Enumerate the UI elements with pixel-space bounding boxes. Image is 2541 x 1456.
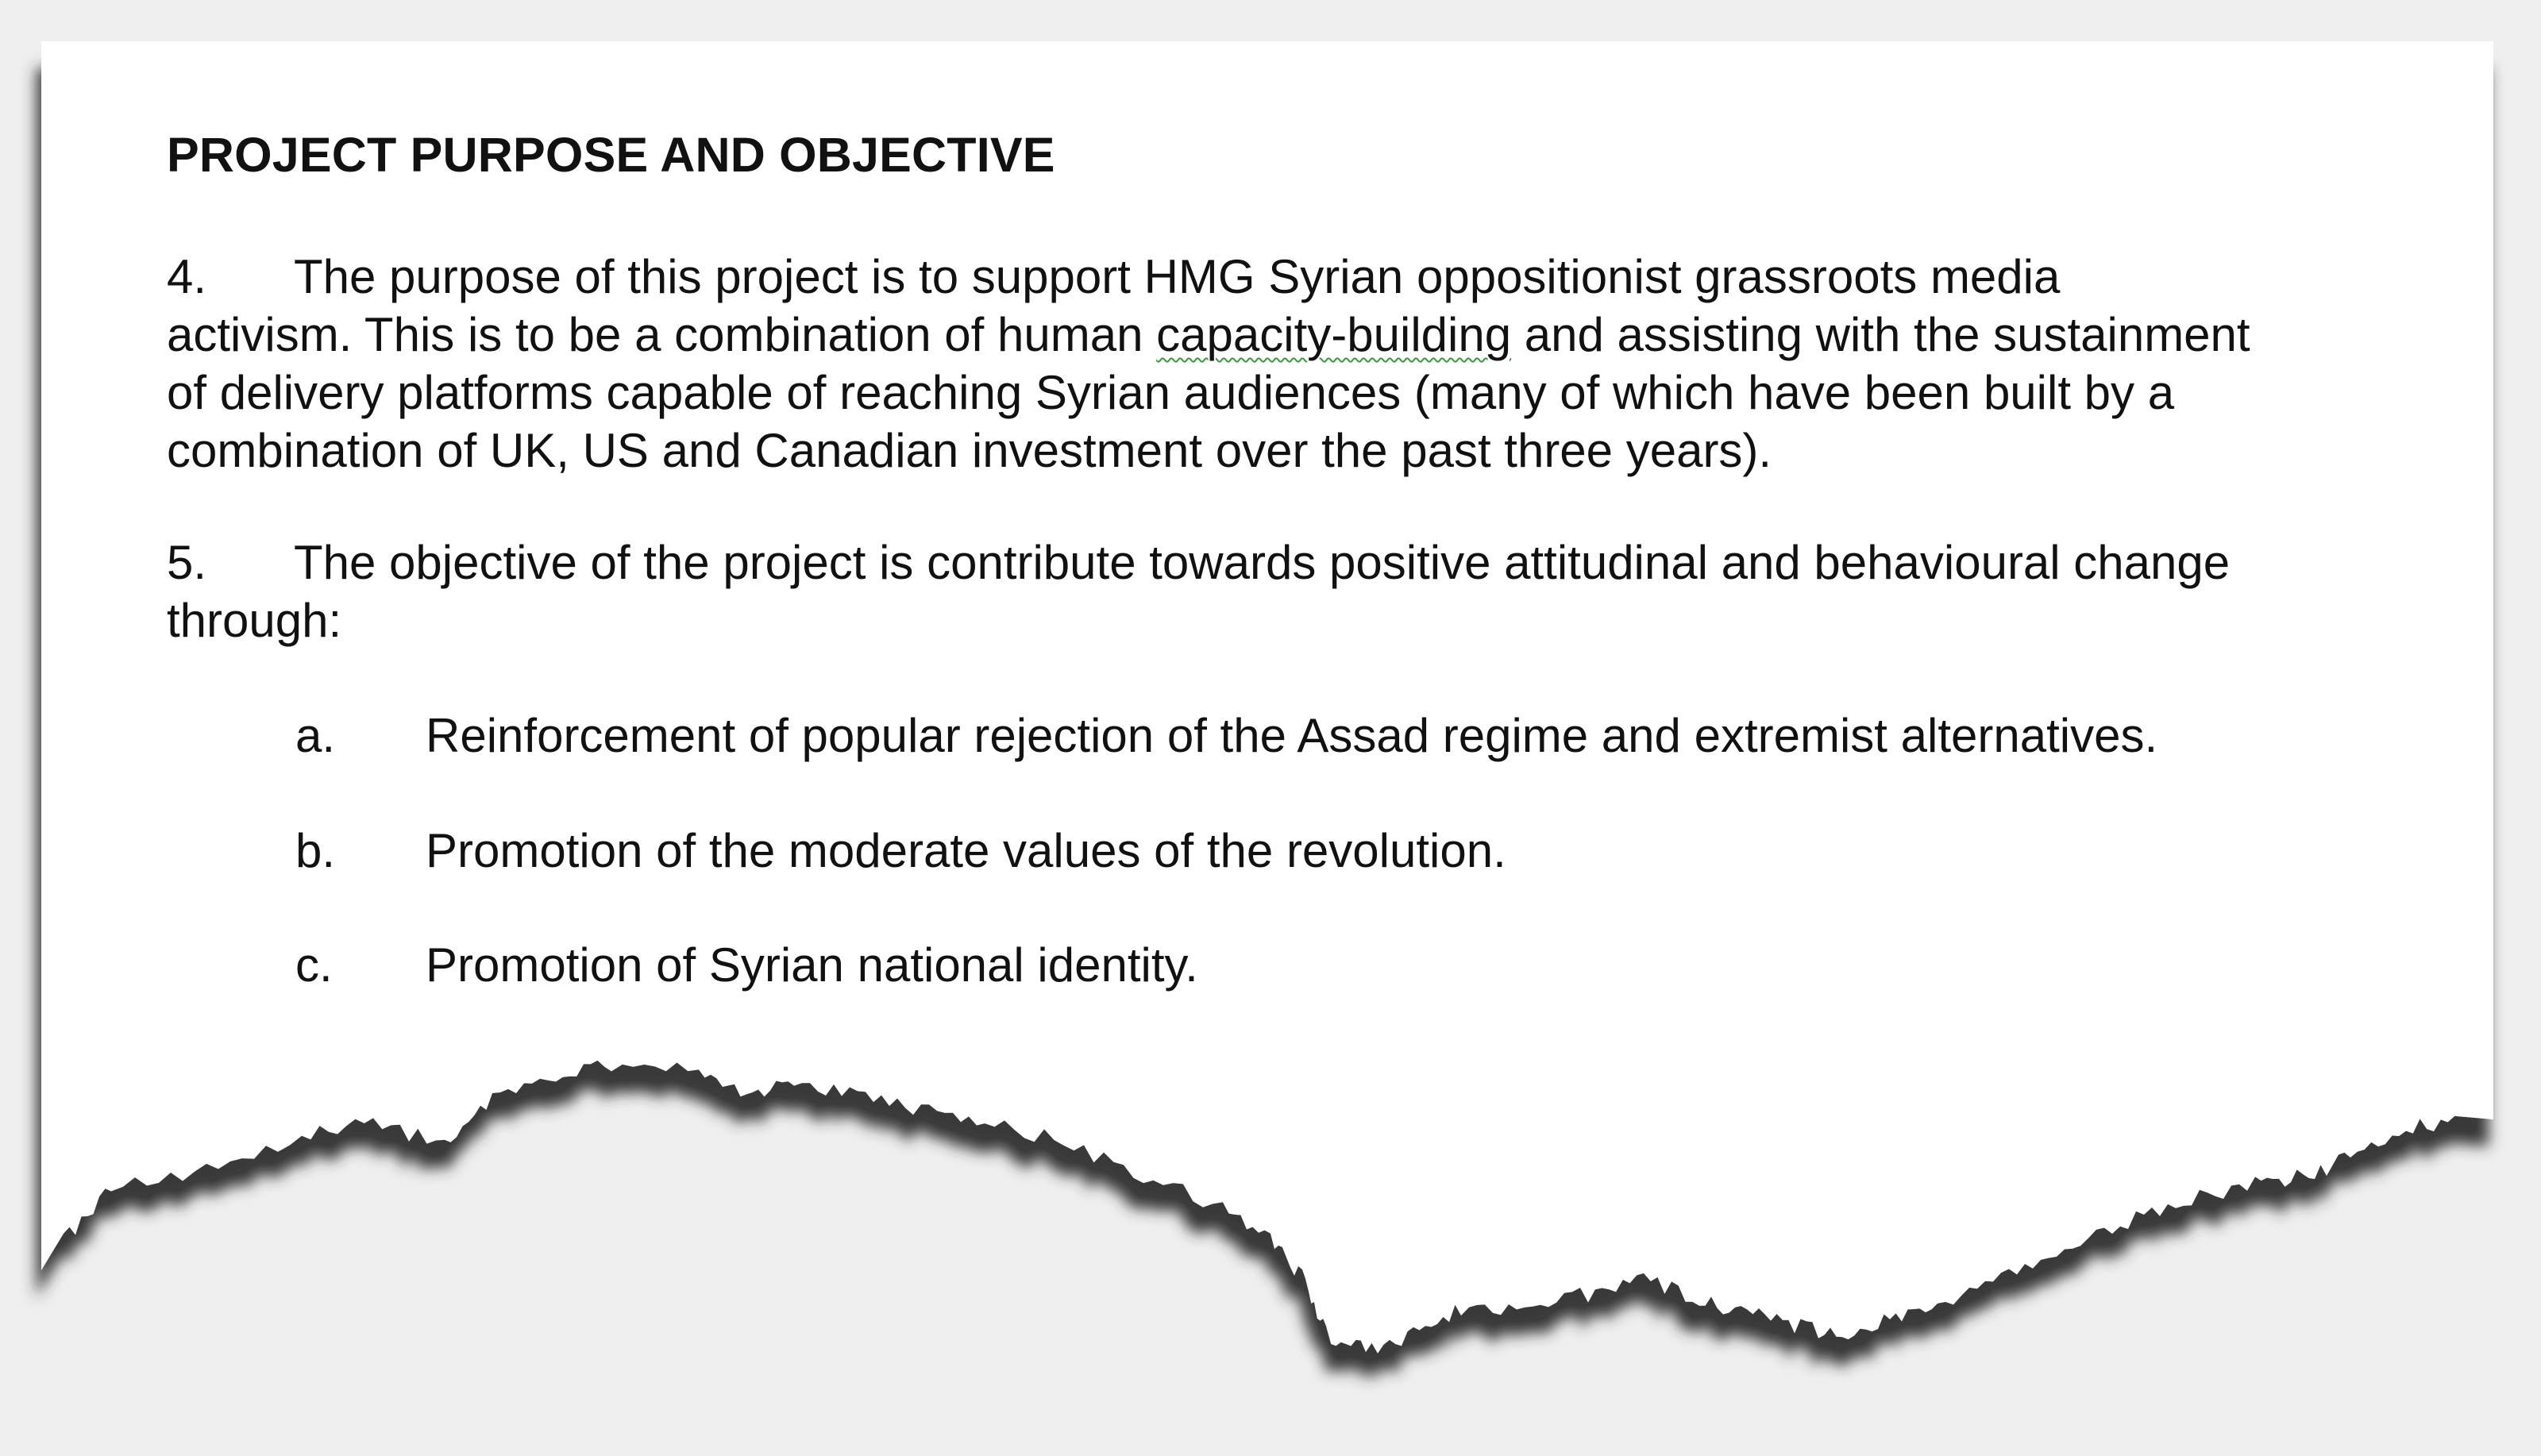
spellcheck-flagged-word[interactable]: capacity-building	[1156, 308, 1512, 361]
paragraph-text: The objective of the project is contribute towards positive attitudinal and behavioural change through:	[167, 536, 2231, 647]
paragraph-text-continued: and assisting with the sustainment of delivery platforms capable of reaching Syrian audiences (many of which have been built by a combination of UK, US and Canadian investment over the past three years).	[167, 308, 2250, 477]
paragraph-5	[167, 533, 2438, 649]
list-item	[295, 707, 2157, 765]
list-item-letter: a.	[295, 709, 336, 762]
list-item-text: Promotion of Syrian national identity.	[426, 938, 1198, 992]
list-item-text: Promotion of the moderate values of the revolution.	[426, 824, 1506, 877]
list-item-letter: b.	[295, 824, 336, 877]
paragraph-text: The purpose of this project is to support HMG Syrian oppositionist grassroots media activism. This is to be a combination of human	[167, 250, 2061, 361]
list-item-text: Reinforcement of popular rejection of the Assad regime and extremist alternatives.	[426, 709, 2158, 762]
section-heading: PROJECT PURPOSE AND OBJECTIVE	[167, 128, 1055, 182]
paragraph-number: 5.	[167, 536, 207, 589]
paragraph-4	[167, 248, 2438, 480]
torn-edge	[41, 41, 2493, 1354]
list-item	[295, 822, 1506, 880]
list-item	[295, 936, 1198, 994]
list-item-letter: c.	[295, 938, 333, 992]
paragraph-number: 4.	[167, 250, 207, 303]
